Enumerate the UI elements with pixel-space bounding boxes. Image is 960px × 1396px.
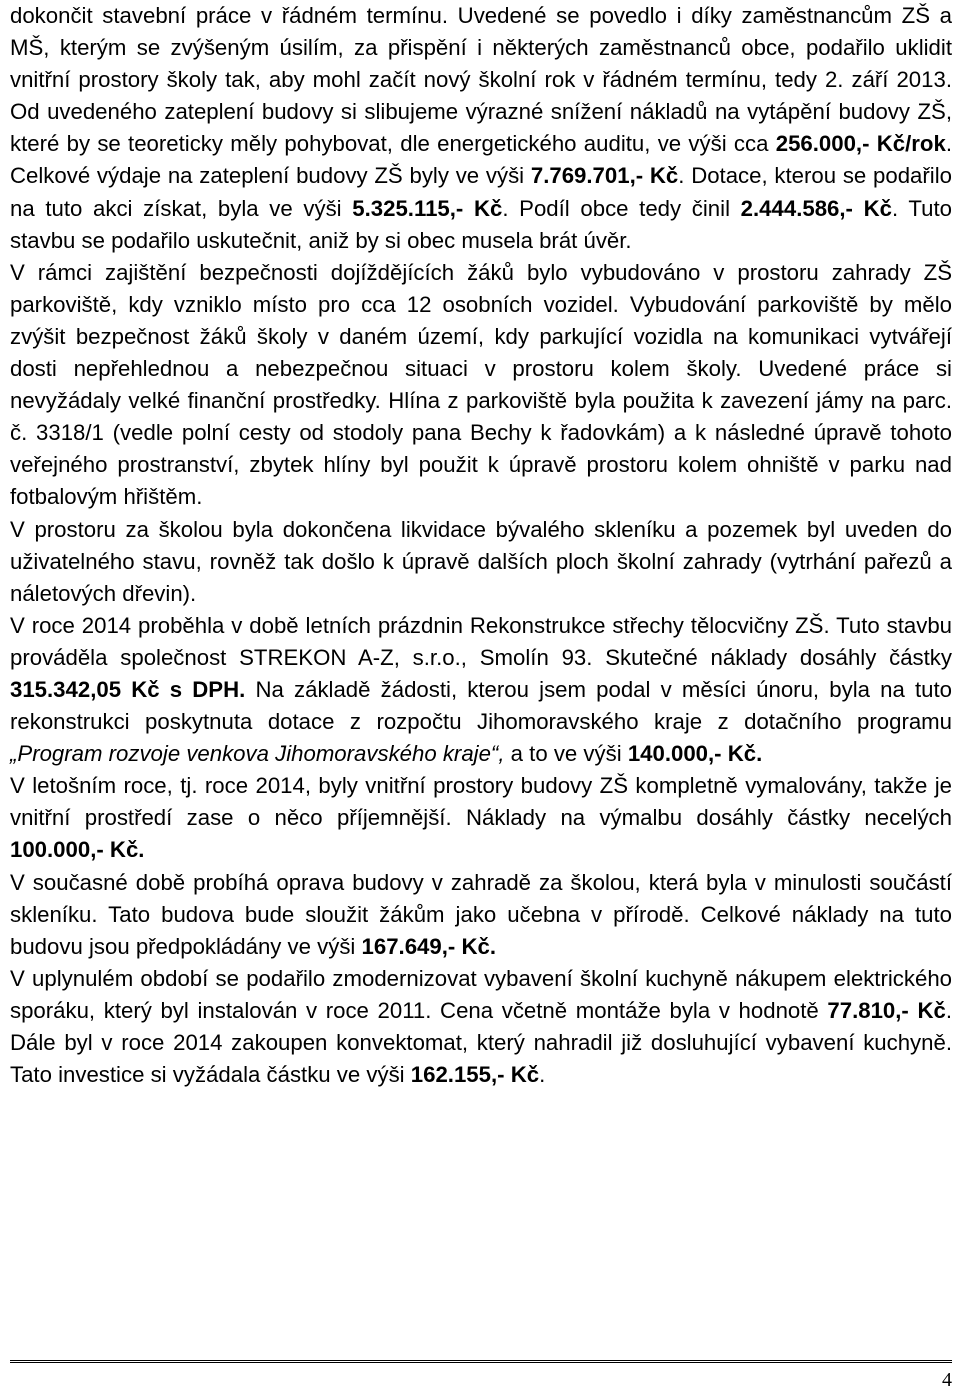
text-run: Na základě žádosti, kterou jsem podal v měsíci únoru, byla na tuto rekonstrukci poskytnuta dotace z rozpočtu Jihomoravského kraje z dotačního programu — [10, 676, 952, 735]
paragraph — [10, 610, 952, 770]
amount-bold: 2.444.586,- Kč — [740, 195, 892, 221]
text-run: V letošním roce, tj. roce 2014, byly vnitřní prostory budovy ZŠ kompletně vymalovány, takže je vnitřní prostředí zase o něco příjemnější. Náklady na výmalbu dosáhly částky necelých — [10, 773, 952, 831]
amount-bold: 100.000,- Kč. — [10, 837, 145, 863]
amount-bold: 315.342,05 Kč s DPH. — [10, 676, 246, 702]
text-run: . Tuto stavbu se podařilo uskutečnit, aniž by si obec musela brát úvěr. — [10, 195, 952, 253]
text-run: V uplynulém období se podařilo zmodernizovat vybavení školní kuchyně nákupem elektrického sporáku, který byl instalován v roce 2011. Cena včetně montáže byla v hodnotě — [10, 965, 952, 1023]
paragraph — [10, 0, 952, 257]
paragraph — [10, 770, 952, 866]
text-run: V současné době probíhá oprava budovy v zahradě za školou, která byla v minulosti součástí skleníku. Tato budova bude sloužit žákům jako učebna v přírodě. Celkové náklady na tuto budovu jsou předpokládány ve výši — [10, 869, 952, 959]
text-run: . Podíl obce tedy činil — [502, 195, 741, 221]
document-body — [10, 0, 952, 1091]
amount-bold: 162.155,- Kč — [410, 1062, 540, 1088]
paragraph — [10, 514, 952, 610]
paragraph — [10, 867, 952, 963]
text-run: a to ve výši — [504, 741, 628, 767]
amount-bold: 7.769.701,- Kč — [530, 163, 679, 189]
text-run: dokončit stavební práce v řádném termínu. — [10, 3, 458, 28]
amount-bold: 256.000,- Kč/rok — [775, 131, 946, 157]
paragraph — [10, 963, 952, 1091]
footer-divider — [10, 1360, 952, 1363]
text-run: Uvedené se povedlo i díky zaměstnancům ZŠ a MŠ, kterým se zvýšeným úsilím, za přispění i některých zaměstnanců obce, podařilo uklidit vnitřní prostory školy tak, aby mohl začít nový školní rok v řádném termínu, tedy 2. září 2013. Od uvedeného zateplení budovy si slibujeme výrazné snížení nákladů na vytápění budovy ZŠ, které by se teoreticky měly pohybovat, dle energetického auditu, ve výši cca — [10, 3, 952, 157]
paragraph — [10, 257, 952, 514]
text-run: . Dále byl v roce 2014 zakoupen konvektomat, který nahradil již dosluhující vybavení kuchyně. Tato investice si vyžádala částku ve výši — [10, 997, 952, 1088]
text-run: . Celkové výdaje na zateplení budovy ZŠ byly ve výši — [10, 131, 952, 189]
amount-bold: 77.810,- Kč — [827, 997, 946, 1023]
text-run: . — [539, 1062, 546, 1088]
text-run: V rámci zajištění bezpečnosti dojíždějících žáků bylo vybudováno v prostoru zahrady ZŠ parkoviště, kdy vzniklo místo pro cca 12 osobních vozidel. Vybudování parkoviště by mělo zvýšit bezpečnost žáků školy v daném území, kdy parkující vozidla na komunikaci vytvářejí dosti nepřehlednou a nebezpečnou situaci v prostoru kolem školy. Uvedené práce si nevyžádaly velké finanční prostředky. Hlína z parkoviště byla použita k zavezení jámy na parc. č. 3318/1 (vedle polní cesty od stodoly pana Bechy k řadovkám) a k následné úpravě tohoto veřejného prostranství, zbytek hlíny byl použit k úpravě prostoru kolem ohniště v parku nad fotbalovým hřištěm. — [10, 259, 952, 510]
amount-bold: 167.649,- Kč. — [361, 933, 496, 959]
text-run: V roce 2014 proběhla v době letních prázdnin Rekonstrukce střechy tělocvičny ZŠ. Tuto stavbu prováděla společnost STREKON A-Z, s.r.o., Smolín 93. Skutečné náklady dosáhly částky — [10, 612, 952, 670]
program-name-italic: „Program rozvoje venkova Jihomoravského kraje“, — [10, 741, 505, 767]
page-number: 4 — [942, 1369, 952, 1391]
text-run: . Dotace, kterou se podařilo na tuto akci získat, byla ve výši — [10, 163, 952, 221]
text-run: V prostoru za školou byla dokončena likvidace bývalého skleníku a pozemek byl uveden do uživatelného stavu, rovněž tak došlo k úpravě dalších ploch školní zahrady (vytrhání pařezů a náletových dřevin). — [10, 516, 952, 606]
amount-bold: 140.000,- Kč. — [627, 741, 763, 767]
amount-bold: 5.325.115,- Kč — [352, 195, 503, 221]
